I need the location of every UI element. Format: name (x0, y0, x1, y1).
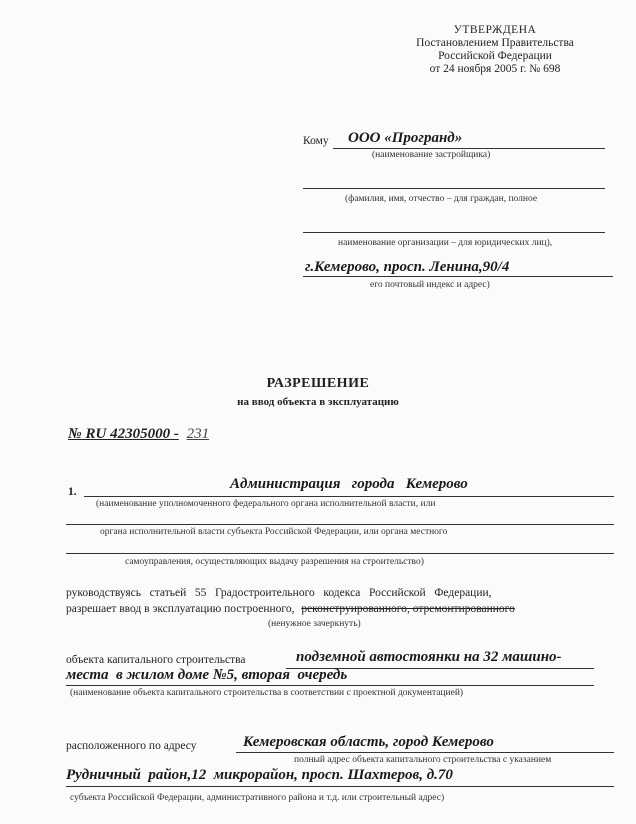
person-line (303, 188, 605, 189)
person-caption: (фамилия, имя, отчество – для граждан, полное (345, 194, 538, 204)
authority-caption-3: самоуправления, осуществляющих выдачу разрешения на строительство) (125, 557, 424, 567)
approval-line: Постановлением Правительства (416, 37, 574, 49)
to-label: Кому (303, 135, 329, 147)
body-text-2 (66, 603, 515, 615)
body-text-2-start: разрешает ввод в эксплуатацию построенного, (66, 603, 295, 615)
object-address-line-1 (236, 752, 614, 753)
authority-caption-2: органа исполнительной власти субъекта Российской Федерации, или органа местного (100, 527, 448, 537)
address-caption: его почтовый индекс и адрес) (370, 280, 490, 290)
authority-line-3 (66, 553, 614, 554)
object-address-value-1: Кемеровская область, город Кемерово (243, 734, 494, 750)
org-caption: наименование организации – для юридических лиц), (338, 238, 553, 248)
strike-note: (ненужное зачеркнуть) (268, 619, 361, 629)
authority-caption-1: (наименование уполномоченного федерального органа исполнительной власти, или (96, 499, 436, 509)
address-value: г.Кемерово, просп. Ленина,90/4 (305, 259, 510, 275)
org-line (303, 232, 605, 233)
authority-value: Администрация города Кемерово (230, 476, 468, 492)
document-subtitle: на ввод объекта в эксплуатацию (237, 396, 399, 408)
developer-value: ООО «Програнд» (348, 130, 463, 146)
approval-title: УТВЕРЖДЕНА (453, 24, 537, 36)
permit-number-suffix: 231 (186, 426, 210, 442)
document-title: РАЗРЕШЕНИЕ (266, 376, 370, 391)
object-line-2 (66, 685, 594, 686)
object-caption: (наименование объекта капитального строительства в соответствии с проектной документацией) (70, 688, 464, 698)
developer-line (333, 148, 605, 149)
developer-caption: (наименование застройщика) (372, 150, 491, 160)
object-address-caption-2: субъекта Российской Федерации, административного района и т.д. или строительный адрес) (70, 793, 445, 803)
permit-number-prefix: № RU 42305000 - (68, 426, 179, 442)
object-value-2: места в жилом доме №5, вторая очередь (66, 667, 348, 683)
object-label: объекта капитального строительства (66, 654, 246, 666)
address-line (303, 276, 613, 277)
object-value-1: подземной автостоянки на 32 машино- (296, 649, 562, 665)
approval-line: Российской Федерации (438, 50, 552, 62)
permit-number (68, 426, 209, 443)
object-address-caption-1: полный адрес объекта капитального строительства с указанием (294, 755, 552, 765)
object-address-label: расположенного по адресу (66, 740, 197, 752)
approval-block (390, 24, 600, 76)
body-text-1: руководствуясь статьей 55 Градостроительного кодекса Российской Федерации, (66, 587, 492, 599)
object-address-value-2: Рудничный район,12 микрорайон, просп. Шахтеров, д.70 (66, 767, 453, 783)
body-text-2-struck: реконструированного, отремонтированного (301, 603, 515, 615)
approval-date: от 24 ноября 2005 г. № 698 (429, 63, 561, 75)
authority-line (84, 496, 614, 497)
authority-line-2 (66, 524, 614, 525)
section-number: 1. (68, 486, 77, 498)
object-address-line-2 (66, 786, 614, 787)
